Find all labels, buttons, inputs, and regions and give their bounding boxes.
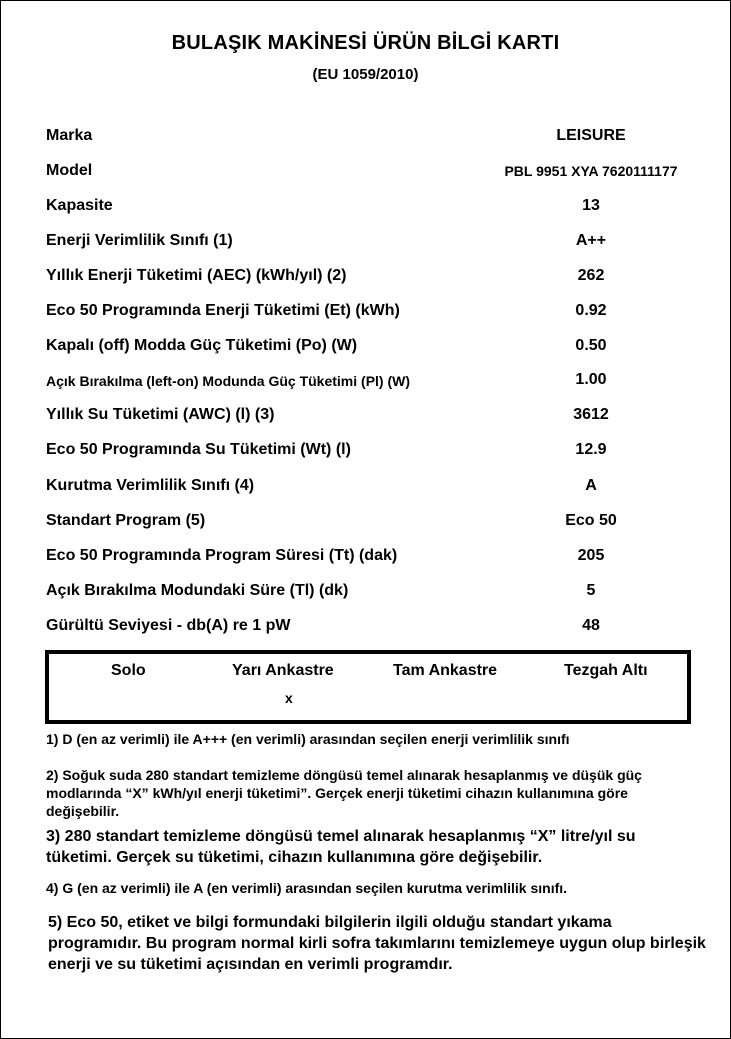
installation-option-under-counter: Tezgah Altı	[564, 662, 648, 679]
spec-label: Açık Bırakılma (left-on) Modunda Güç Tüketimi (Pl) (W)	[46, 373, 411, 389]
spec-label: Yıllık Enerji Tüketimi (AEC) (kWh/yıl) (2)	[46, 267, 347, 284]
spec-label: Eco 50 Programında Su Tüketimi (Wt) (l)	[46, 441, 351, 458]
spec-label: Marka	[46, 127, 93, 144]
spec-value: LEISURE	[556, 127, 626, 144]
spec-row-program-water	[46, 441, 696, 463]
footnote-4: 4) G (en az verimli) ile A (en verimli) arasından seçilen kurutma verimlilik sınıfı.	[46, 880, 568, 896]
spec-value: Eco 50	[565, 512, 617, 529]
spec-row-left-on-power	[46, 371, 696, 393]
installation-option-fully-integrated: Tam Ankastre	[393, 662, 498, 679]
spec-value: A++	[575, 232, 607, 249]
spec-value: 0.50	[575, 337, 607, 354]
spec-row-left-on-duration	[46, 582, 696, 604]
spec-row-program-energy	[46, 302, 696, 324]
footnote-3: 3) 280 standart temizleme döngüsü temel alınarak hesaplanmış “X” litre/yıl su tüketimi. Gerçek su tüketimi, cihazın kullanımına göre değişebilir.	[46, 828, 636, 866]
spec-row-off-mode-power	[46, 337, 696, 359]
spec-label: Model	[46, 162, 93, 179]
spec-value: 12.9	[575, 441, 607, 458]
spec-label: Kapasite	[46, 197, 113, 214]
spec-value: PBL 9951 XYA 7620111177	[504, 163, 678, 179]
spec-value: 262	[577, 267, 605, 284]
spec-label: Enerji Verimlilik Sınıfı (1)	[46, 232, 233, 249]
spec-row-noise-level	[46, 617, 696, 639]
installation-option-solo: Solo	[111, 662, 146, 679]
spec-label: Kurutma Verimlilik Sınıfı (4)	[46, 477, 255, 494]
spec-label: Kapalı (off) Modda Güç Tüketimi (Po) (W)	[46, 337, 358, 354]
spec-value: A	[585, 477, 597, 494]
spec-row-annual-energy	[46, 267, 696, 289]
spec-row-drying-class	[46, 477, 696, 499]
installation-selected-mark: x	[285, 690, 293, 706]
spec-row-energy-class	[46, 232, 696, 254]
spec-row-brand	[46, 127, 696, 149]
spec-label: Eco 50 Programında Enerji Tüketimi (Et) (kWh)	[46, 302, 400, 319]
installation-type-box	[45, 650, 691, 724]
spec-label: Eco 50 Programında Program Süresi (Tt) (dak)	[46, 547, 398, 564]
regulation-reference: (EU 1059/2010)	[312, 66, 419, 83]
spec-row-standard-program	[46, 512, 696, 534]
spec-value: 0.92	[575, 302, 607, 319]
footnote-2: 2) Soğuk suda 280 standart temizleme döngüsü temel alınarak hesaplanmış ve düşük güç modlarında “X” kWh/yıl enerji tüketimi”. Gerçek enerji tüketimi cihazın kullanımına göre değişebilir.	[46, 767, 642, 819]
spec-label: Gürültü Seviyesi - db(A) re 1 pW	[46, 617, 291, 634]
spec-row-annual-water	[46, 406, 696, 428]
spec-value: 5	[586, 582, 596, 599]
page-title: BULAŞIK MAKİNESİ ÜRÜN BİLGİ KARTI	[171, 32, 560, 54]
spec-label: Açık Bırakılma Modundaki Süre (Tl) (dk)	[46, 582, 349, 599]
spec-row-program-duration	[46, 547, 696, 569]
footnote-1: 1) D (en az verimli) ile A+++ (en verimli) arasından seçilen enerji verimlilik sınıfı	[46, 731, 570, 747]
spec-value: 48	[582, 617, 600, 634]
spec-label: Standart Program (5)	[46, 512, 206, 529]
installation-option-semi-integrated: Yarı Ankastre	[232, 662, 334, 679]
spec-value: 205	[577, 547, 605, 564]
spec-row-model	[46, 162, 696, 184]
spec-row-capacity	[46, 197, 696, 219]
spec-label: Yıllık Su Tüketimi (AWC) (l) (3)	[46, 406, 275, 423]
spec-value: 13	[582, 197, 600, 214]
spec-value: 3612	[573, 406, 609, 423]
footnote-5: 5) Eco 50, etiket ve bilgi formundaki bilgilerin ilgili olduğu standart yıkama programıdır. Bu program normal kirli sofra takımlarını temizlemeye uygun olup birleşik enerji ve su tüketimi açısından en verimli programdır.	[48, 914, 706, 973]
spec-value: 1.00	[575, 371, 607, 388]
